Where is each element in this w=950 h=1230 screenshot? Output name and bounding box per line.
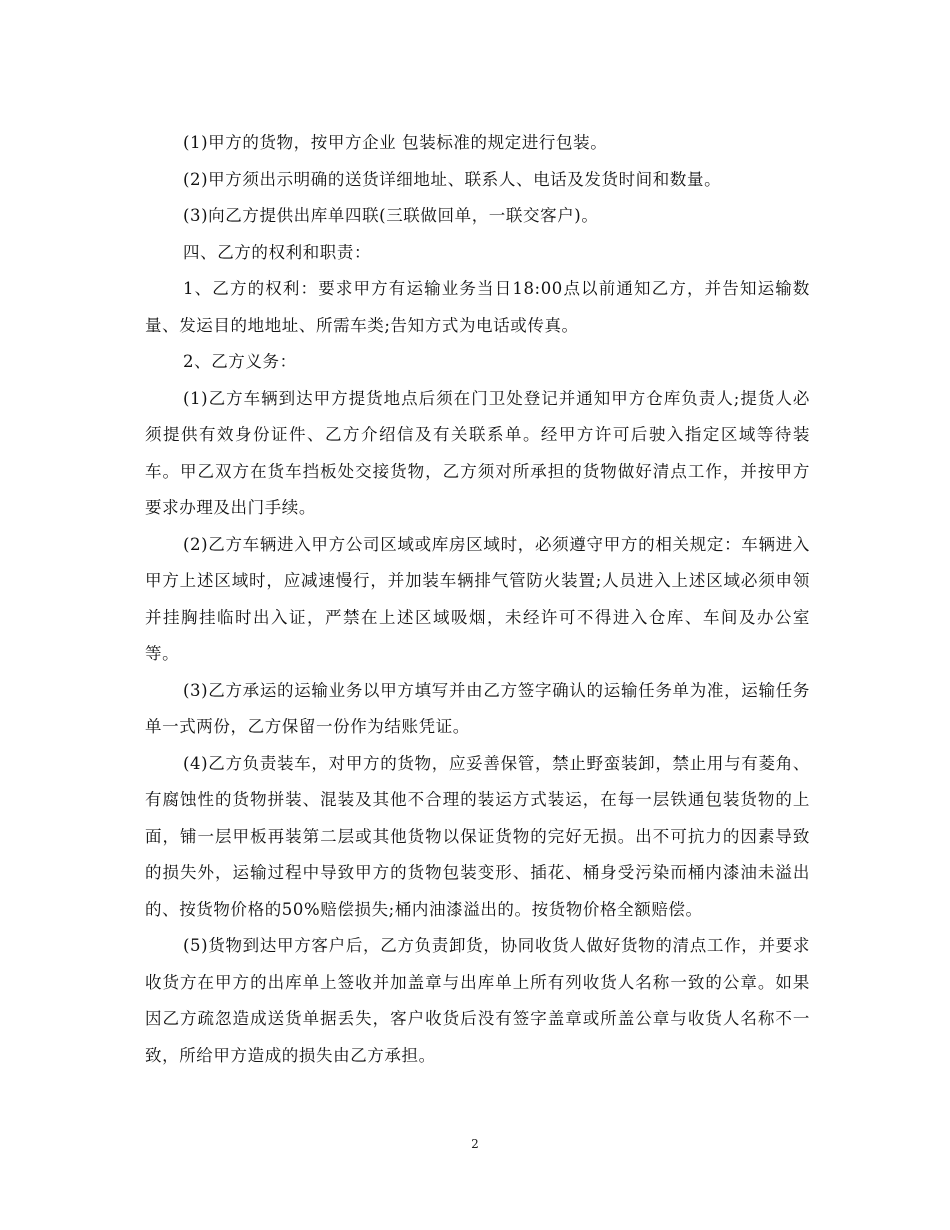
clause-paragraph: (5)货物到达甲方客户后，乙方负责卸货，协同收货人做好货物的清点工作，并要求收货方在甲方的出库单上签收并加盖章与出库单上所有列收货人名称一致的公章。如果因乙方疏忽造成送货单据丢失，客户收货后没有签字盖章或所盖公章与收货人名称不一致，所给甲方造成的损失由乙方承担。	[145, 936, 810, 1065]
clause-paragraph: (1)甲方的货物，按甲方企业 包装标准的规定进行包装。	[183, 133, 608, 152]
clause-paragraph: (2)乙方车辆进入甲方公司区域或库房区域时，必须遵守甲方的相关规定：车辆进入甲方上述区域时，应减速慢行，并加装车辆排气管防火装置;人员进入上述区域必须申领并挂胸挂临时出入证，严禁在上述区域吸烟，未经许可不得进入仓库、车间及办公室等。	[145, 534, 810, 663]
clause-paragraph: (1)乙方车辆到达甲方提货地点后须在门卫处登记并通知甲方仓库负责人;提货人必须提供有效身份证件、乙方介绍信及有关联系单。经甲方许可后驶入指定区域等待装车。甲乙双方在货车挡板处交接货物，乙方须对所承担的货物做好清点工作，并按甲方要求办理及出门手续。	[145, 388, 810, 517]
clause-paragraph: (3)向乙方提供出库单四联(三联做回单，一联交客户)。	[183, 206, 599, 225]
section-heading: 四、乙方的权利和职责：	[183, 242, 372, 262]
clause-paragraph: (3)乙方承运的运输业务以甲方填写并由乙方签字确认的运输任务单为准，运输任务单一式两份，乙方保留一份作为结账凭证。	[145, 680, 810, 736]
subsection-heading: 2、乙方义务：	[183, 352, 297, 371]
page-number: 2	[471, 1137, 479, 1151]
document-body	[145, 125, 810, 1074]
clause-paragraph: 1、乙方的权利：要求甲方有运输业务当日18:00点以前通知乙方，并告知运输数量、发运目的地地址、所需车类;告知方式为电话或传真。	[145, 279, 810, 335]
clause-paragraph: (2)甲方须出示明确的送货详细地址、联系人、电话及发货时间和数量。	[183, 169, 722, 189]
clause-paragraph: (4)乙方负责装车，对甲方的货物，应妥善保管，禁止野蛮装卸，禁止用与有菱角、有腐蚀性的货物拼装、混装及其他不合理的装运方式装运，在每一层铁通包装货物的上面，铺一层甲板再装第二层或其他货物以保证货物的完好无损。出不可抗力的因素导致的损失外，运输过程中导致甲方的货物包装变形、插花、桶身受污染而桶内漆油未溢出的、按货物价格的50%赔偿损失;桶内油漆溢出的。按货物价格全额赔偿。	[145, 753, 810, 919]
